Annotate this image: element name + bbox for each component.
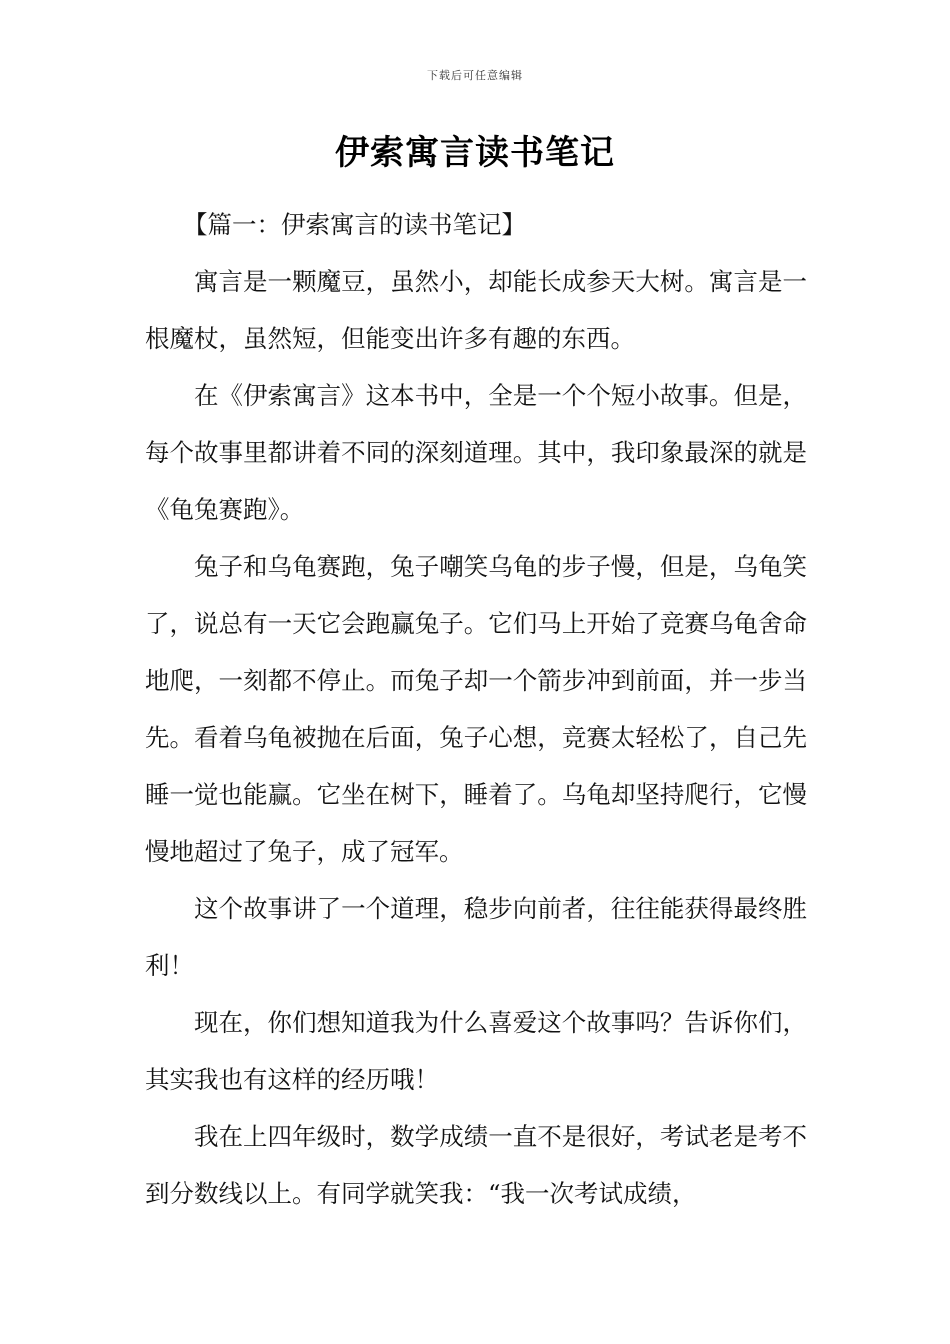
document-body (145, 196, 807, 1222)
header-note: 下载后可任意编辑 (427, 69, 523, 82)
paragraph: 寓言是一颗魔豆，虽然小，却能长成参天大树。寓言是一根魔杖，虽然短，但能变出许多有趣的东西。 (145, 267, 807, 353)
section-heading: 【篇一：伊索寓言的读书笔记】 (183, 210, 526, 239)
paragraph: 我在上四年级时，数学成绩一直不是很好，考试老是考不到分数线以上。有同学就笑我：“我一次考试成绩， (145, 1122, 807, 1208)
paragraph: 兔子和乌龟赛跑，兔子嘲笑乌龟的步子慢，但是，乌龟笑了，说总有一天它会跑赢兔子。它们马上开始了竞赛乌龟舍命地爬，一刻都不停止。而兔子却一个箭步冲到前面，并一步当先。看着乌龟被抛在后面，兔子心想，竞赛太轻松了，自己先睡一觉也能赢。它坐在树下，睡着了。乌龟却坚持爬行，它慢慢地超过了兔子，成了冠军。 (145, 552, 807, 866)
paragraph: 这个故事讲了一个道理，稳步向前者，往往能获得最终胜利！ (145, 894, 807, 980)
document-title: 伊索寓言读书笔记 (335, 133, 615, 173)
paragraph: 在《伊索寓言》这本书中，全是一个个短小故事。但是，每个故事里都讲着不同的深刻道理。其中，我印象最深的就是《龟兔赛跑》。 (145, 381, 807, 524)
paragraph: 现在，你们想知道我为什么喜爱这个故事吗？告诉你们，其实我也有这样的经历哦！ (145, 1008, 807, 1094)
